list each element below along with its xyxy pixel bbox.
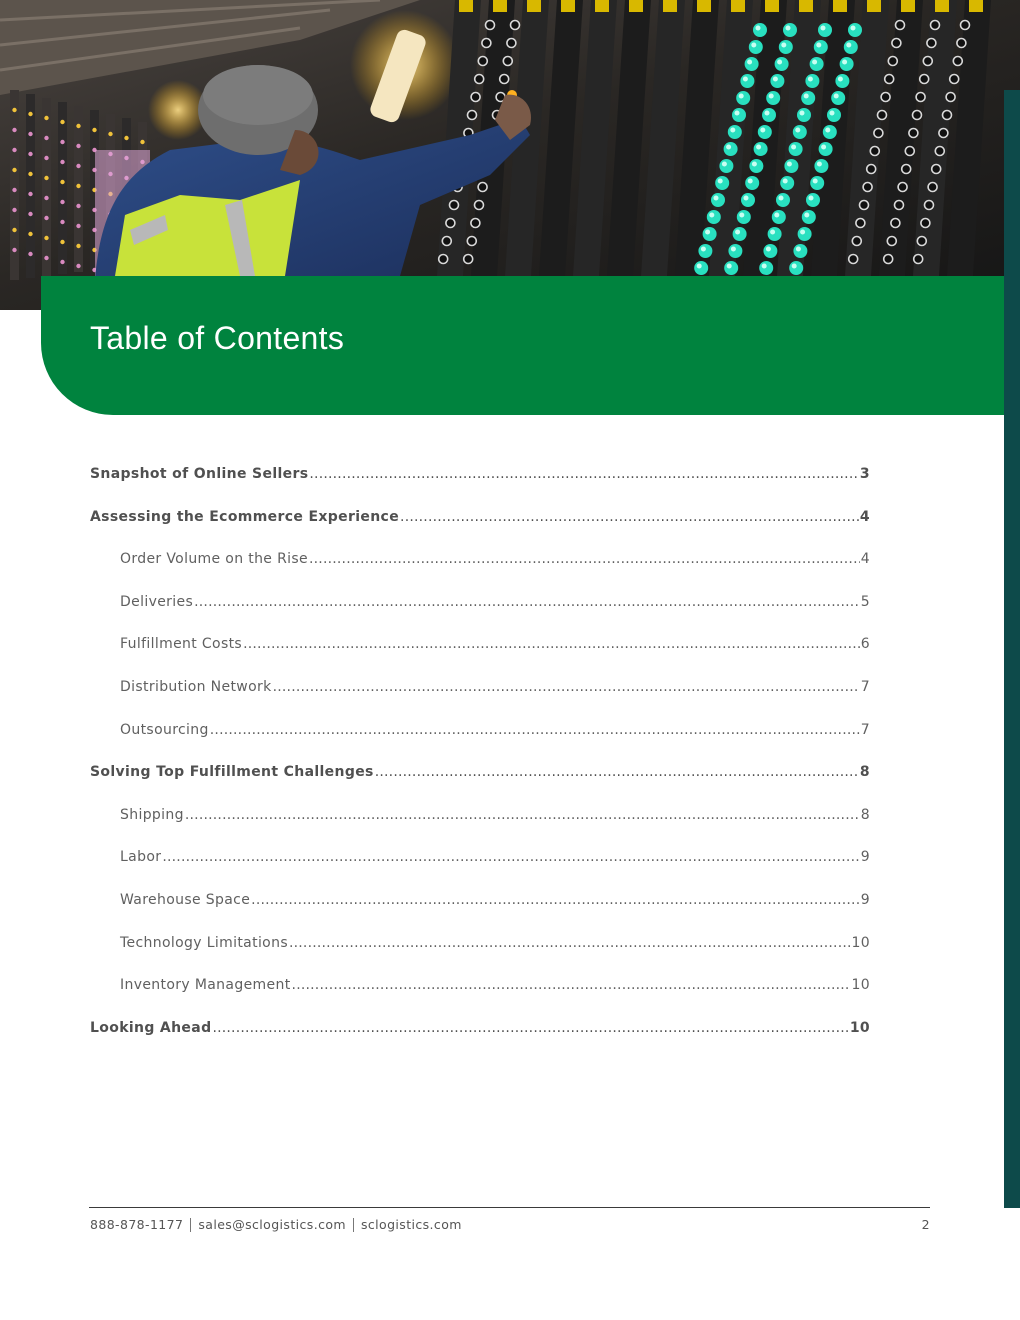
footer-separator bbox=[190, 1218, 191, 1232]
toc-entry-title: Labor bbox=[120, 849, 162, 866]
footer-separator bbox=[353, 1218, 354, 1232]
toc-dot-leader bbox=[243, 626, 860, 662]
toc-entry-title: Outsourcing bbox=[120, 721, 209, 738]
footer-phone[interactable]: 888-878-1177 bbox=[90, 1217, 184, 1232]
edge-accent-bar bbox=[1004, 90, 1020, 1208]
toc-entry-page: 5 bbox=[860, 593, 870, 610]
toc-entry[interactable] bbox=[90, 456, 870, 499]
toc-entry[interactable] bbox=[90, 967, 870, 1010]
page-title: Table of Contents bbox=[90, 320, 345, 356]
toc-dot-leader bbox=[194, 584, 860, 620]
toc-dot-leader bbox=[162, 839, 859, 875]
toc-dot-leader bbox=[185, 797, 860, 833]
toc-entry-page: 8 bbox=[860, 806, 870, 823]
toc-entry-title: Warehouse Space bbox=[120, 891, 251, 908]
toc-entry-page: 9 bbox=[860, 891, 870, 908]
toc-entry-title: Snapshot of Online Sellers bbox=[90, 466, 309, 482]
toc-dot-leader bbox=[273, 669, 860, 705]
toc-entry-page: 10 bbox=[849, 1019, 870, 1036]
toc-entry-title: Deliveries bbox=[120, 593, 194, 610]
toc-entry-title: Shipping bbox=[120, 806, 184, 823]
toc-entry[interactable] bbox=[90, 925, 870, 968]
toc-dot-leader bbox=[375, 754, 859, 790]
toc-dot-leader bbox=[251, 882, 860, 918]
toc-entry-page: 4 bbox=[859, 508, 870, 525]
toc-entry-page: 7 bbox=[860, 678, 870, 695]
toc-entry-page: 3 bbox=[859, 466, 870, 482]
toc-dot-leader bbox=[309, 541, 860, 577]
toc-dot-leader bbox=[292, 967, 851, 1003]
title-band bbox=[41, 276, 1004, 415]
warehouse-pick-to-light-photo bbox=[0, 0, 1020, 310]
toc-entry-title: Assessing the Ecommerce Experience bbox=[90, 508, 400, 525]
toc-entry[interactable] bbox=[90, 626, 870, 669]
toc-entry[interactable] bbox=[90, 882, 870, 925]
toc-entry-title: Distribution Network bbox=[120, 678, 272, 695]
toc-dot-leader bbox=[400, 499, 859, 535]
toc-dot-leader bbox=[210, 712, 860, 748]
toc-entry[interactable] bbox=[90, 712, 870, 755]
toc-entry[interactable] bbox=[90, 541, 870, 584]
footer bbox=[90, 1217, 930, 1232]
footer-email[interactable]: sales@sclogistics.com bbox=[198, 1217, 346, 1232]
toc-entry-page: 7 bbox=[860, 721, 870, 738]
toc-entry[interactable] bbox=[90, 584, 870, 627]
page-number: 2 bbox=[921, 1217, 930, 1232]
toc-entry-page: 10 bbox=[851, 977, 870, 994]
toc-entry-title: Technology Limitations bbox=[120, 934, 288, 951]
toc-entry[interactable] bbox=[90, 499, 870, 542]
footer-divider bbox=[89, 1207, 930, 1208]
toc-entry[interactable] bbox=[90, 669, 870, 712]
toc-entry[interactable] bbox=[90, 754, 870, 797]
toc-entry-page: 10 bbox=[851, 934, 870, 951]
toc-entry[interactable] bbox=[90, 1010, 870, 1053]
toc-dot-leader bbox=[212, 1010, 848, 1046]
toc-entry-title: Inventory Management bbox=[120, 977, 291, 994]
toc-entry-title: Solving Top Fulfillment Challenges bbox=[90, 764, 374, 781]
toc-entry[interactable] bbox=[90, 839, 870, 882]
toc-entry[interactable] bbox=[90, 797, 870, 840]
footer-website[interactable]: sclogistics.com bbox=[360, 1217, 462, 1232]
toc-entry-title: Looking Ahead bbox=[90, 1019, 212, 1036]
toc-entry-title: Fulfillment Costs bbox=[120, 636, 243, 653]
toc-entry-page: 4 bbox=[860, 551, 870, 568]
toc-entry-title: Order Volume on the Rise bbox=[120, 551, 308, 568]
table-of-contents bbox=[90, 456, 870, 1052]
toc-dot-leader bbox=[309, 456, 859, 492]
toc-entry-page: 6 bbox=[860, 636, 870, 653]
toc-entry-page: 9 bbox=[860, 849, 870, 866]
hero-photo bbox=[0, 0, 1020, 310]
toc-entry-page: 8 bbox=[859, 764, 870, 781]
toc-dot-leader bbox=[289, 925, 851, 961]
